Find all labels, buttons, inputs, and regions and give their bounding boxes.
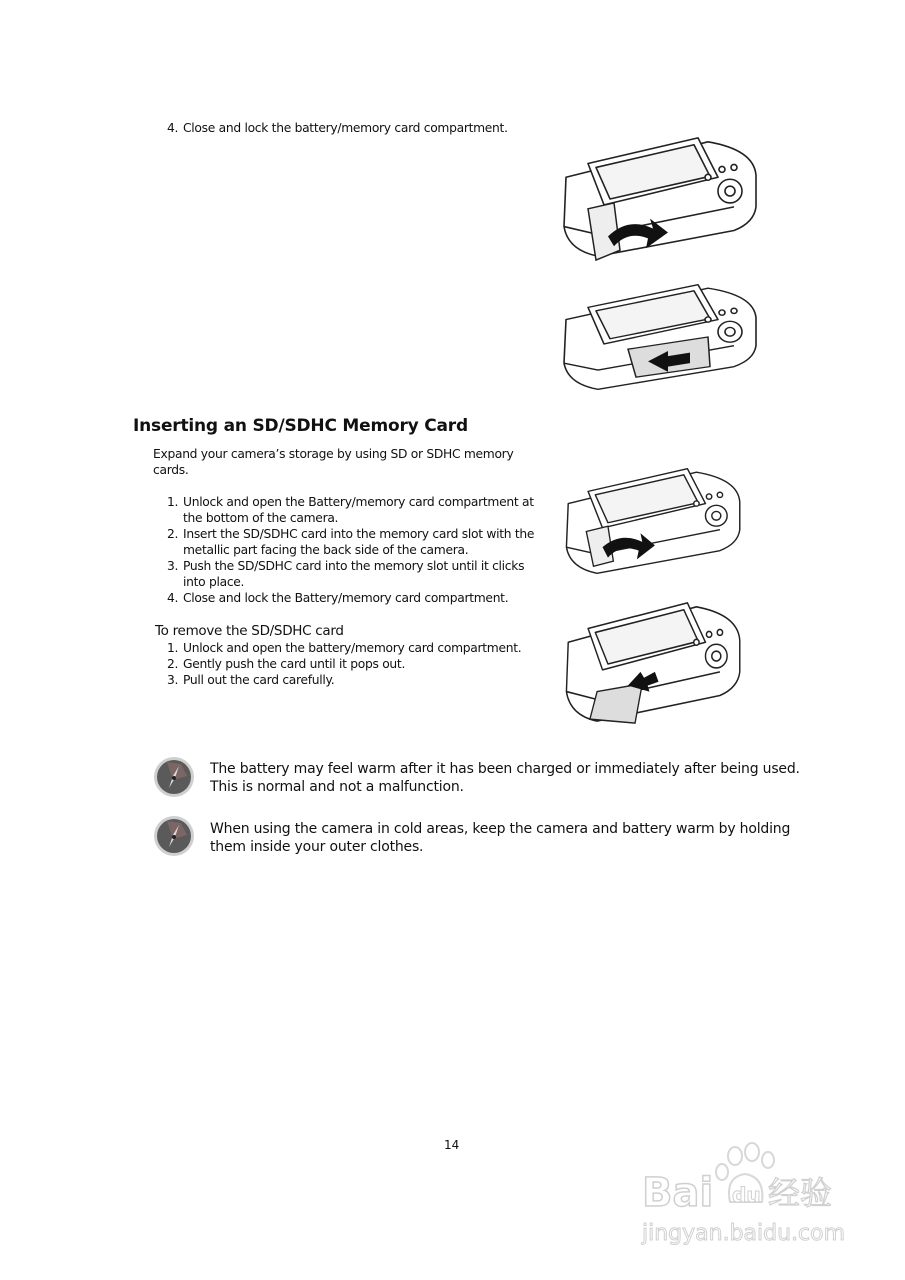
intro-text: cards. <box>153 463 189 477</box>
section-title: Inserting an SD/SDHC Memory Card <box>133 416 468 436</box>
camera-illustration-close-door <box>558 128 764 266</box>
svg-text:jingyan.baidu.com: jingyan.baidu.com <box>642 1221 846 1246</box>
camera-illustration-lock-door <box>558 276 764 398</box>
baidu-watermark-logo <box>640 1142 860 1247</box>
note-warm-battery: The battery may feel warm after it has been charged or immediately after being used. <box>210 761 800 777</box>
note-cold-areas: them inside your outer clothes. <box>210 839 424 855</box>
manual-page: 4. Close and lock the battery/memory card compartment. Inserting an SD/SDHC Memory Card Expand your camera’s storage by using SD or SDHC memory cards. 1. Unlock and open the Battery/memory card compartment at the bottom of the camera. 2. Insert the SD/SDHC card into the memory card slot with the metallic part facing the back side of the camera. 3. Push the SD/SDHC card into the memory slot until it clicks into place. 4. Close and lock the Battery/memory card compartment. To remove the SD/SDHC card 1. Unlock and open the battery/memory card compartment. 2. Gently push the card until it pops out. 3. Pull out the card carefully. The battery may feel warm after it has been charged or immediately after being used. This is normal and not a malfunction. When using the camera in cold areas, keep the camera and battery warm by holding them inside your outer clothes. 14 Bai du 经验 jingyan.baidu.com <box>0 0 905 1280</box>
note-warm-battery: This is normal and not a malfunction. <box>210 779 464 795</box>
compass-note-icon <box>153 756 195 798</box>
page-number: 14 <box>444 1138 460 1152</box>
svg-text:Bai: Bai <box>642 1170 714 1216</box>
intro-text: Expand your camera’s storage by using SD or SDHC memory <box>153 447 514 461</box>
note-cold-areas: When using the camera in cold areas, keep the camera and battery warm by holding <box>210 821 791 837</box>
camera-illustration-insert-card <box>561 460 747 582</box>
camera-illustration-remove-card <box>561 593 747 731</box>
remove-subtitle: To remove the SD/SDHC card <box>155 623 344 639</box>
svg-text:经验: 经验 <box>768 1174 833 1212</box>
svg-text:du: du <box>732 1183 761 1207</box>
compass-note-icon <box>153 815 195 857</box>
